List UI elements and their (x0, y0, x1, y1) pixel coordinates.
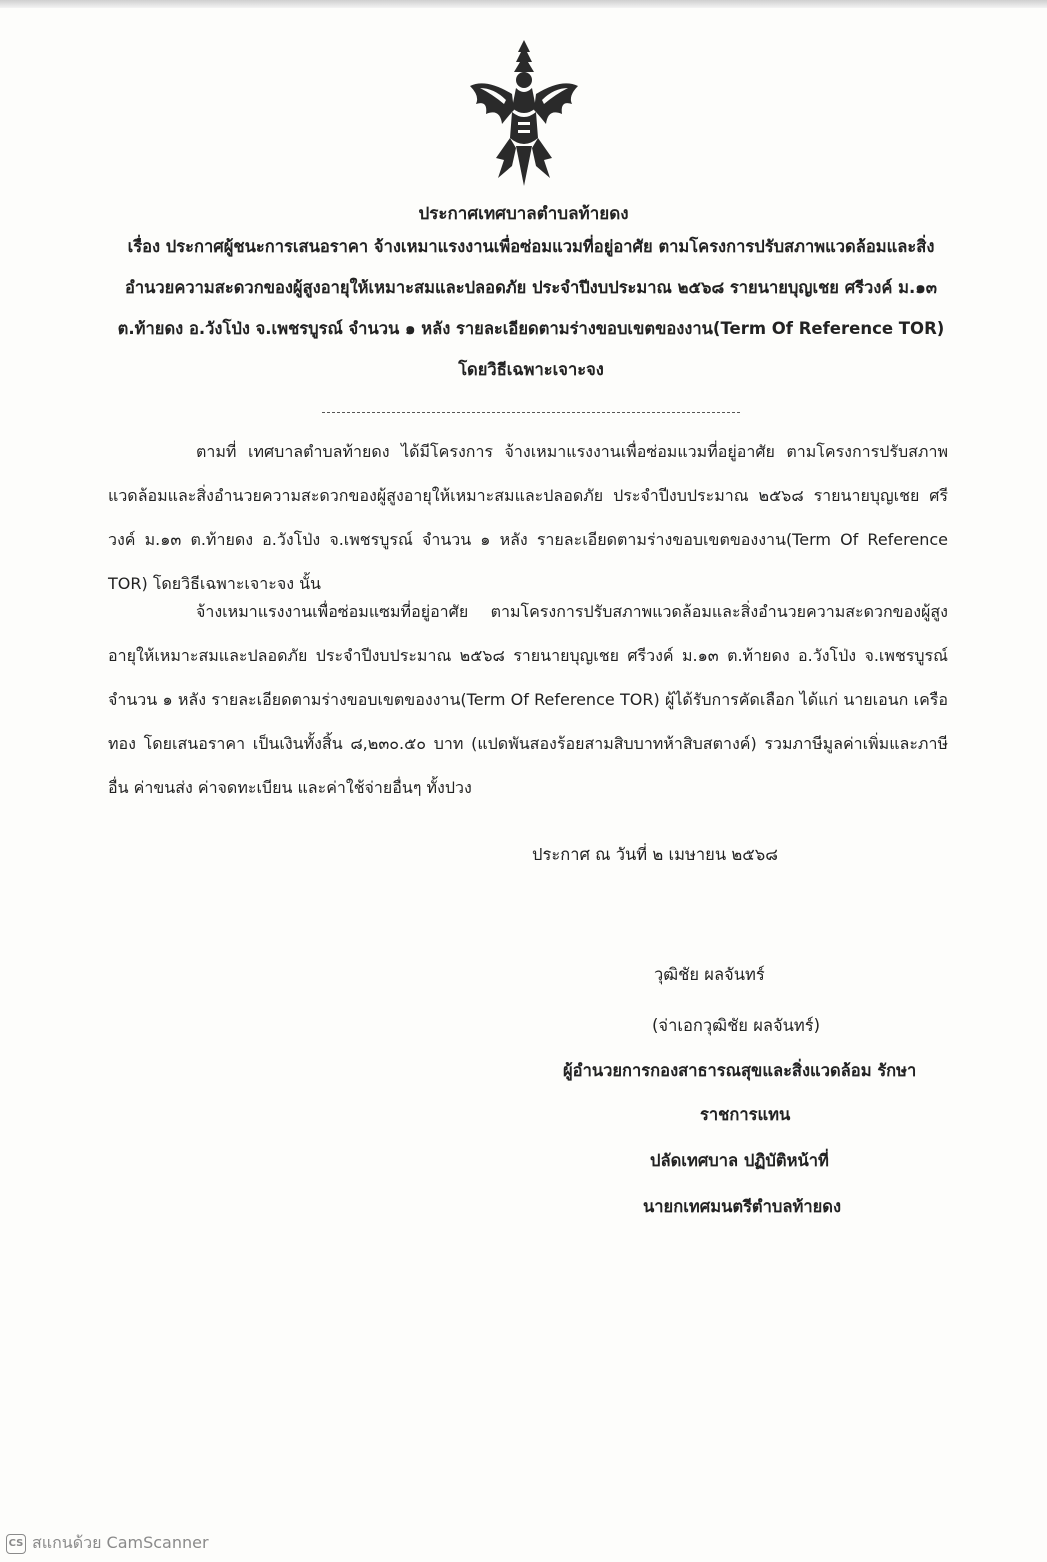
scan-top-edge (0, 0, 1047, 8)
dashed-divider (322, 412, 740, 413)
signer-full-name: (จ่าเอกวุฒิชัย ผลจันทร์) (652, 1016, 821, 1035)
garuda-emblem-icon (466, 38, 582, 188)
body-paragraph-1: ตามที่ เทศบาลตำบลท้ายดง ได้มีโครงการ จ้างเหมาแรงงานเพื่อซ่อมแวมที่อยู่อาศัย ตามโครงการปรับสภาพแวดล้อมและสิ่งอำนวยความสะดวกของผู้สูงอายุให้เหมาะสมและปลอดภัย ประจำปีงบประมาณ ๒๕๖๘ รายนายบุญเชย ศรีวงค์ ม.๑๓ ต.ท้ายดง อ.วังโป่ง จ.เพชรบูรณ์ จำนวน ๑ หลัง รายละเอียดตามร่างขอบเขตของงาน(Term Of Reference TOR) โดยวิธีเฉพาะเจาะจง นั้น (108, 442, 948, 593)
signer-position-line-4: นายกเทศมนตรีตำบลท้ายดง (643, 1197, 842, 1216)
announcement-heading: ประกาศเทศบาลตำบลท้ายดง (418, 204, 629, 224)
signer-position-line-1: ผู้อำนวยการกองสาธารณสุขและสิ่งแวดล้อม รักษา (563, 1061, 917, 1080)
signer-position-line-3: ปลัดเทศบาล ปฏิบัติหน้าที่ (650, 1151, 829, 1170)
signer-position-line-2: ราชการแทน (700, 1105, 791, 1124)
signature-name: วุฒิชัย ผลจันทร์ (654, 965, 765, 984)
camscanner-watermark (6, 1531, 209, 1556)
camscanner-logo-icon: CS (6, 1534, 26, 1554)
announcement-date: ประกาศ ณ วันที่ ๒ เมษายน ๒๕๖๘ (532, 845, 778, 864)
subject-text: เรื่อง ประกาศผู้ชนะการเสนอราคา จ้างเหมาแรงงานเพื่อซ่อมแวมที่อยู่อาศัย ตามโครงการปรับสภาพแวดล้อมและสิ่งอำนวยความสะดวกของผู้สูงอายุให้เหมาะสมและปลอดภัย ประจำปีงบประมาณ ๒๕๖๘ รายนายบุญเชย ศรีวงค์ ม.๑๓ ต.ท้ายดง อ.วังโป่ง จ.เพชรบูรณ์ จำนวน ๑ หลัง รายละเอียดตามร่างขอบเขตของงาน(Term Of Reference TOR) โดยวิธีเฉพาะเจาะจง (117, 237, 945, 379)
camscanner-text: สแกนด้วย CamScanner (32, 1533, 209, 1552)
body-paragraph-2: จ้างเหมาแรงงานเพื่อซ่อมแซมที่อยู่อาศัย ตามโครงการปรับสภาพแวดล้อมและสิ่งอำนวยความสะดวกของผู้สูงอายุให้เหมาะสมและปลอดภัย ประจำปีงบประมาณ ๒๕๖๘ รายนายบุญเชย ศรีวงค์ ม.๑๓ ต.ท้ายดง อ.วังโป่ง จ.เพชรบูรณ์ จำนวน ๑ หลัง รายละเอียดตามร่างขอบเขตของงาน(Term Of Reference TOR) ผู้ได้รับการคัดเลือก ได้แก่ นายเอนก เครือทอง โดยเสนอราคา เป็นเงินทั้งสิ้น ๘,๒๓๐.๕๐ บาท (แปดพันสองร้อยสามสิบบาทห้าสิบสตางค์) รวมภาษีมูลค่าเพิ่มและภาษีอื่น ค่าขนส่ง ค่าจดทะเบียน และค่าใช้จ่ายอื่นๆ ทั้งปวง (108, 602, 948, 797)
